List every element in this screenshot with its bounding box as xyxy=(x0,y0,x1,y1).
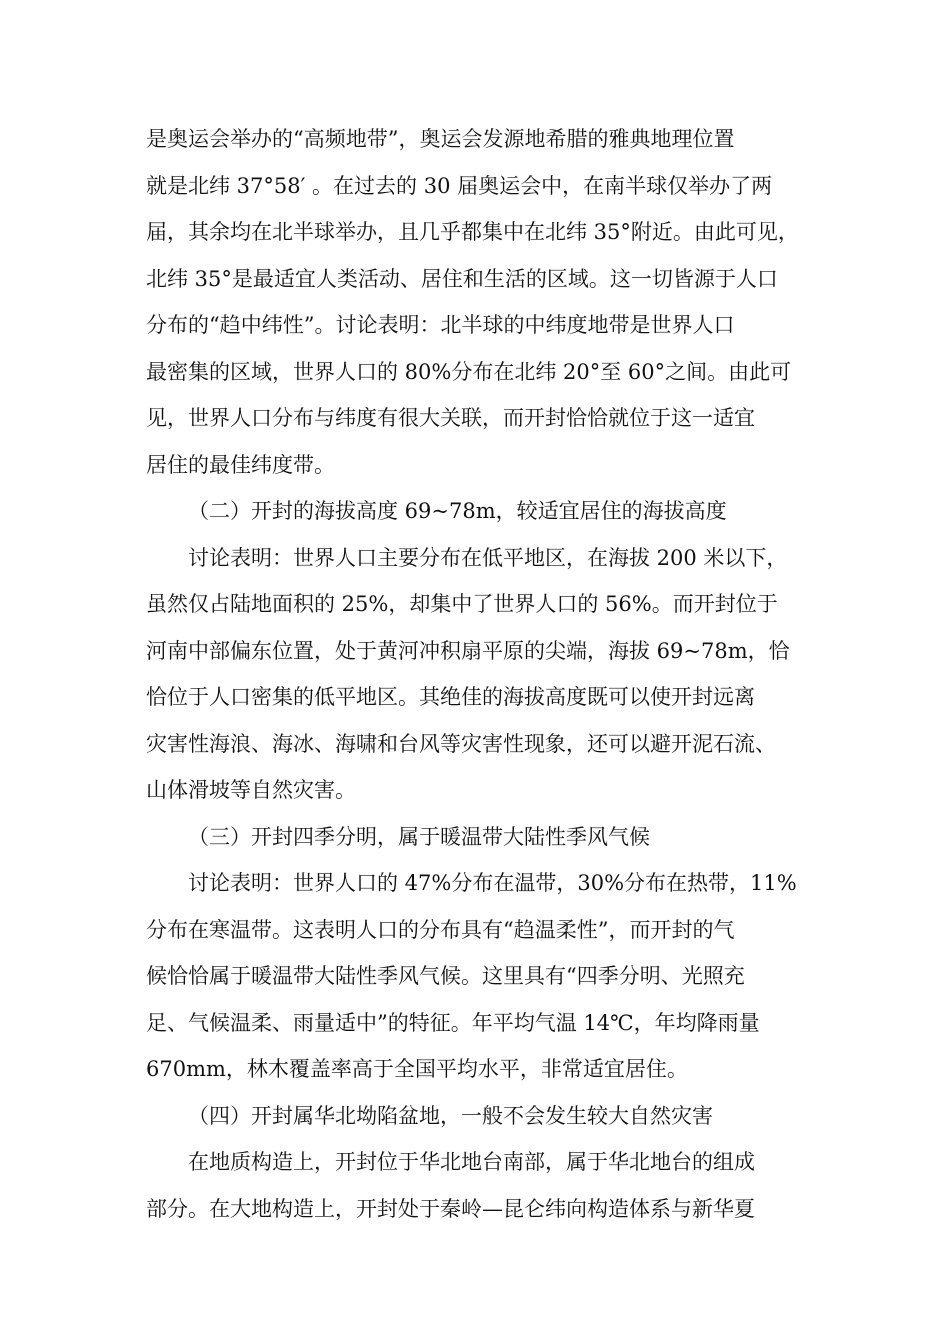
text-line-7: 见，世界人口分布与纬度有很大关联，而开封恰恰就位于这一适宜 xyxy=(146,406,755,430)
text-line-8: 居住的最佳纬度带。 xyxy=(146,452,335,477)
text-line-23: 在地质构造上，开封位于华北地台南部，属于华北地台的组成 xyxy=(188,1150,755,1174)
text-line-3: 届，其余均在北半球举办，且几乎都集中在北纬 35°附近。由此可见， xyxy=(146,220,799,244)
text-line-20: 足、气候温柔、雨量适中”的特征。年平均气温 14℃，年均降雨量 xyxy=(146,1010,760,1035)
text-line-5: 分布的“趋中纬性”。讨论表明：北半球的中纬度地带是世界人口 xyxy=(146,313,735,337)
text-line-2: 就是北纬 37°58′ 。在过去的 30 届奥运会中，在南半球仅举办了两 xyxy=(146,173,773,198)
text-line-18: 分布在寒温带。这表明人口的分布具有“趋温柔性”，而开封的气 xyxy=(146,917,735,942)
text-line-1: 是奥运会举办的“高频地带”，奥运会发源地希腊的雅典地理位置 xyxy=(146,127,735,151)
text-line-19: 候恰恰属于暖温带大陆性季风气候。这里具有“四季分明、光照充 xyxy=(146,964,745,988)
section-heading-2: （二）开封的海拔高度 69~78m，较适宜居住的海拔高度 xyxy=(188,499,727,523)
text-line-24: 部分。在大地构造上，开封处于秦岭—昆仑纬向构造体系与新华夏 xyxy=(146,1196,755,1221)
text-line-17: 讨论表明：世界人口的 47%分布在温带，30%分布在热带，11% xyxy=(188,871,797,895)
document-body xyxy=(146,116,826,1232)
text-line-10: 讨论表明：世界人口主要分布在低平地区，在海拔 200 米以下， xyxy=(188,545,788,570)
text-line-15: 山体滑坡等自然灾害。 xyxy=(146,778,356,802)
text-line-6: 最密集的区域，世界人口的 80%分布在北纬 20°至 60°之间。由此可 xyxy=(146,359,792,384)
text-line-11: 虽然仅占陆地面积的 25%，却集中了世界人口的 56%。而开封位于 xyxy=(146,592,778,616)
section-heading-4: （四）开封属华北坳陷盆地，一般不会发生较大自然灾害 xyxy=(188,1103,713,1128)
text-line-21: 670mm，林木覆盖率高于全国平均水平，非常适宜居住。 xyxy=(146,1057,688,1081)
section-heading-3: （三）开封四季分明，属于暖温带大陆性季风气候 xyxy=(188,824,650,849)
text-line-12: 河南中部偏东位置，处于黄河冲积扇平原的尖端，海拔 69~78m，恰 xyxy=(146,638,790,663)
text-line-4: 北纬 35°是最适宜人类活动、居住和生活的区域。这一切皆源于人口 xyxy=(146,266,778,291)
text-line-14: 灾害性海浪、海冰、海啸和台风等灾害性现象，还可以避开泥石流、 xyxy=(146,731,776,756)
text-line-13: 恰位于人口密集的低平地区。其绝佳的海拔高度既可以使开封远离 xyxy=(146,685,755,709)
